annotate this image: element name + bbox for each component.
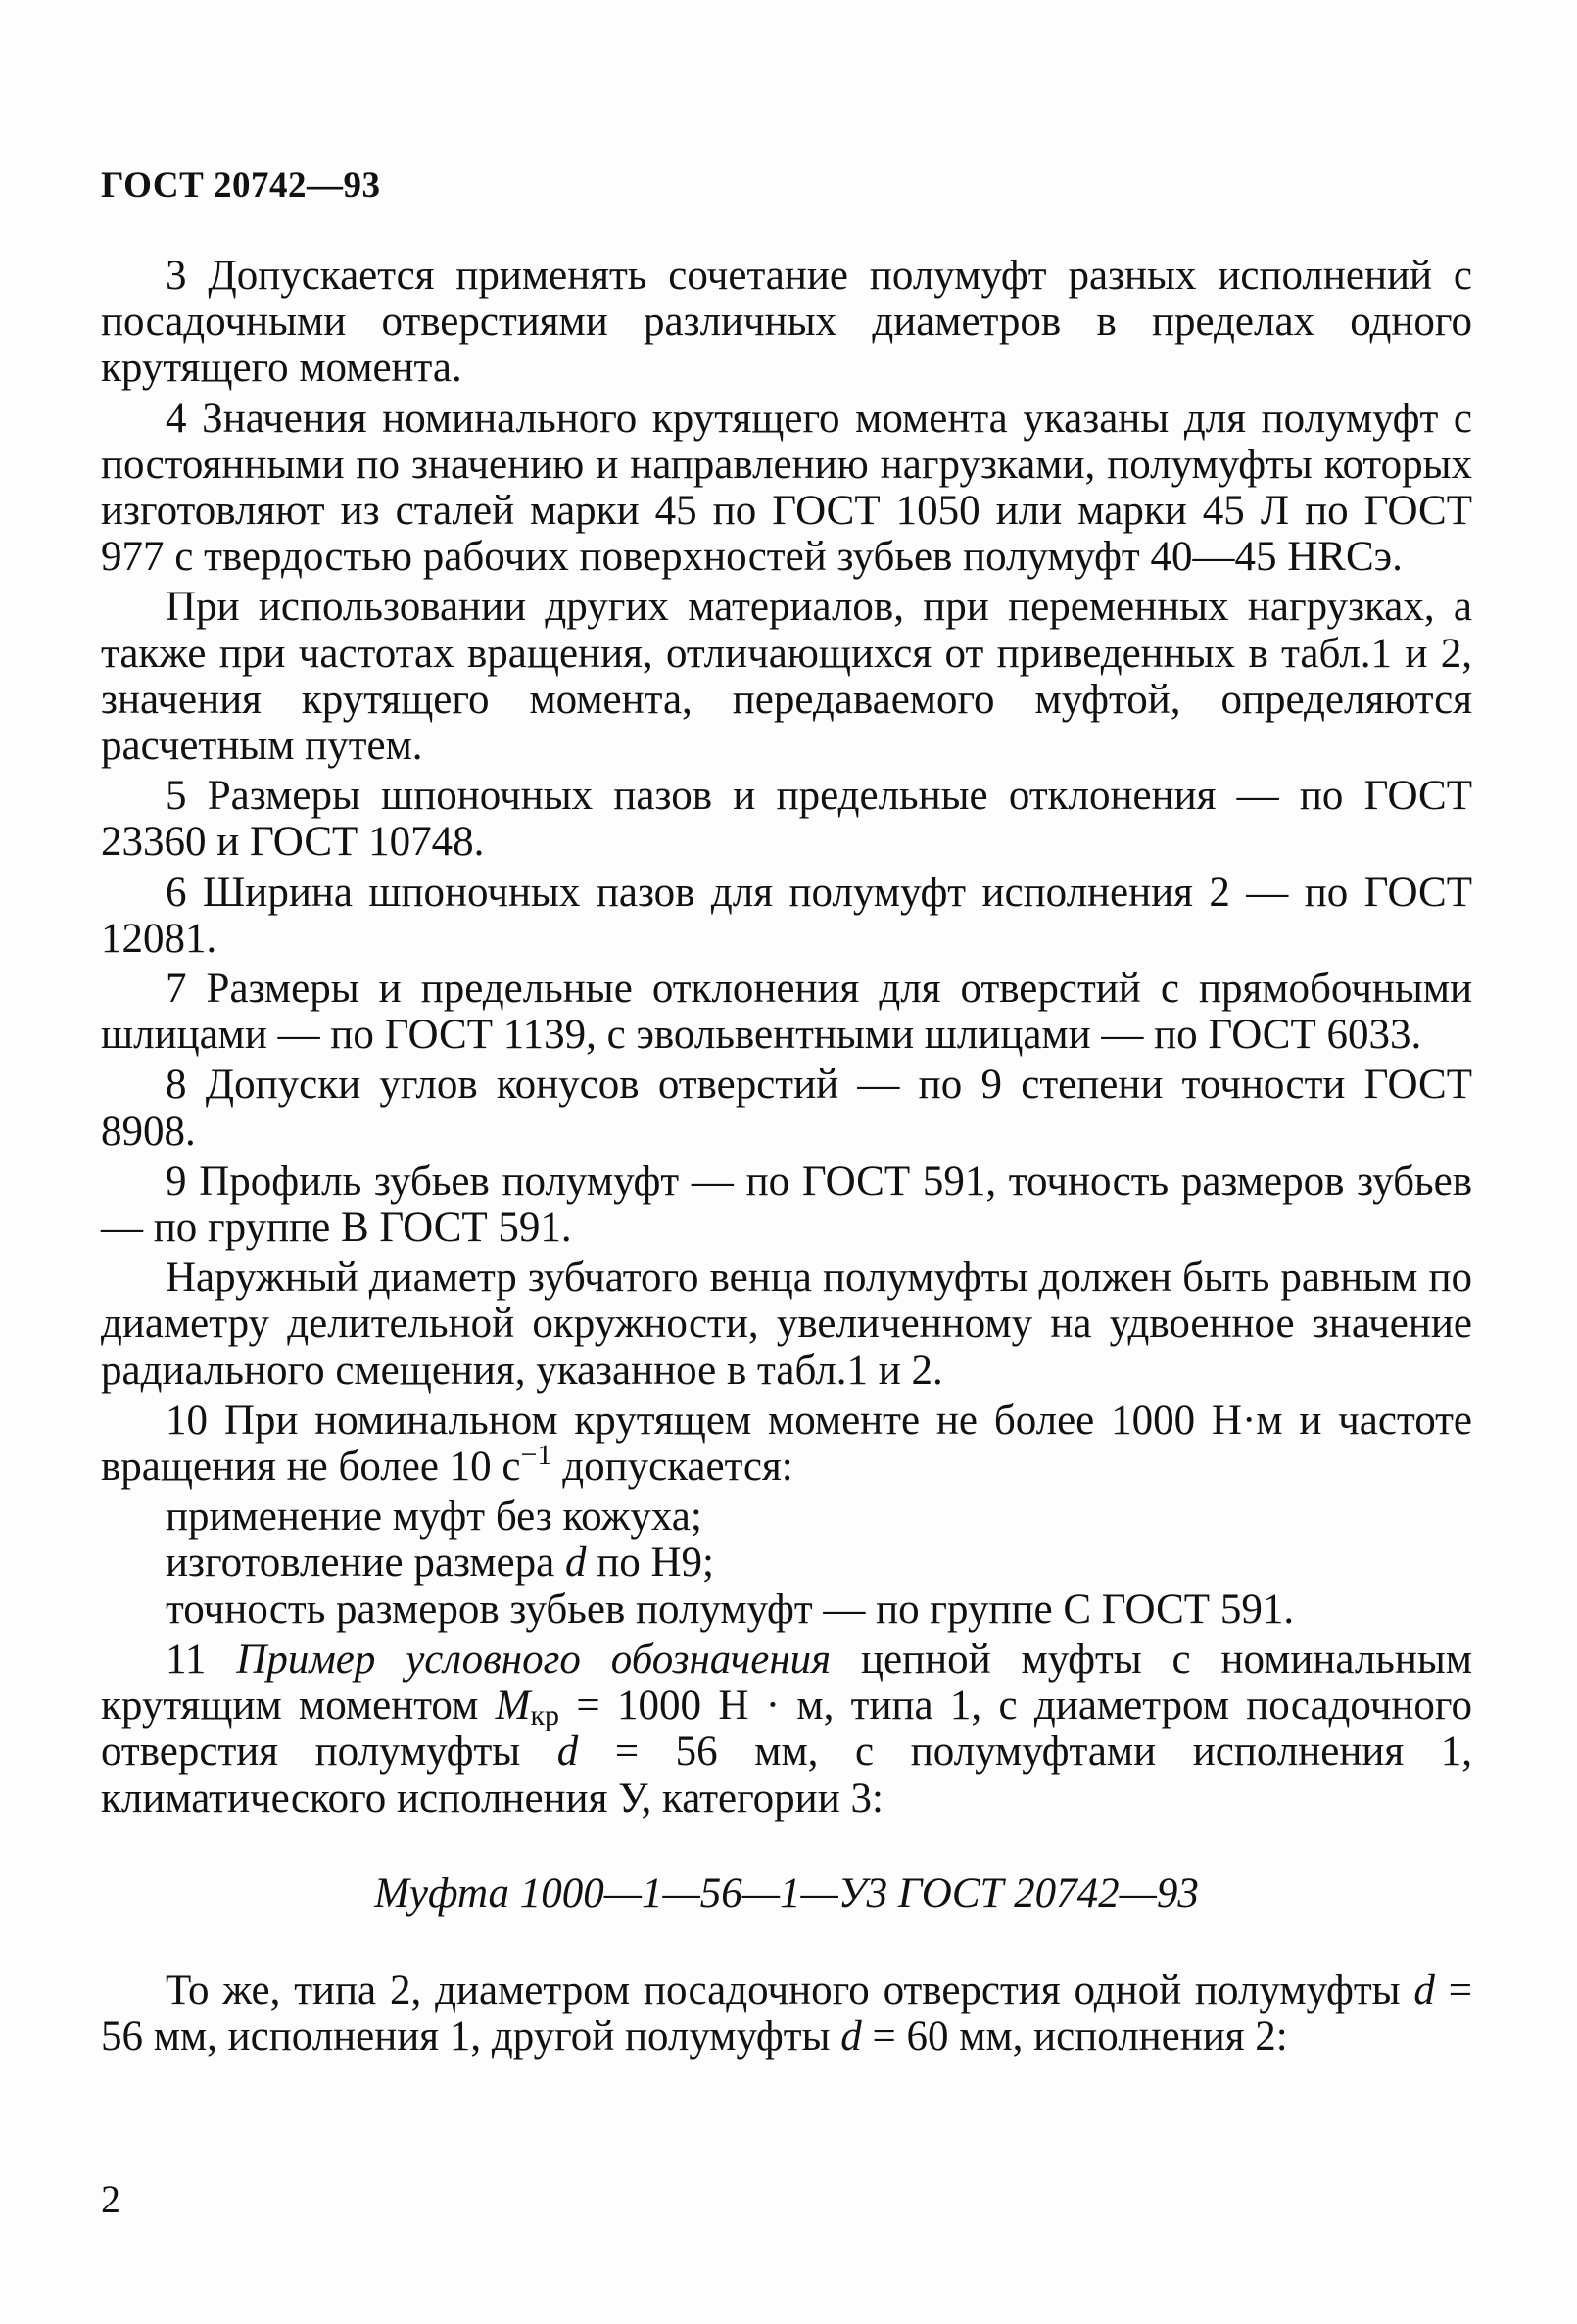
clause-11-second-example: То же, типа 2, диаметром посадочного отверстия одной полумуфты d = 56 мм, исполнения 1, другой полумуфты d = 60 мм, исполнения 2: [101, 1967, 1472, 2061]
standard-code-header: ГОСТ 20742—93 [101, 166, 381, 206]
document-body [101, 253, 1472, 2060]
page-number: 2 [101, 2177, 120, 2221]
clause-10: 10 При номинальном крутящем моменте не более 1000 Н·м и частоте вращения не более 10 $с^{-1}$ допускается: [101, 1397, 1472, 1491]
clause-10-item-3: точность размеров зубьев полумуфт — по группе С ГОСТ 591. [166, 1586, 1295, 1633]
clause-8: 8 Допуски углов конусов отверстий — по 9 степени точности ГОСТ 8908. [101, 1062, 1472, 1155]
clause-11: 11 Пример условного обозначения цепной муфты с номинальным крутящим моментом $M_{кр} = 1000$ Н · м, типа 1, с диаметром посадочного отверстия полумуфты d = 56 мм, с полумуфтами исполнения 1, климатического исполнения У, категории 3: [101, 1636, 1473, 1822]
clause-3: 3 Допускается применять сочетание полумуфт разных исполнений с посадочными отверстиями различных диаметров в пределах одного крутящего момента. [101, 253, 1472, 392]
example-title: Пример условного обозначения [236, 1636, 832, 1683]
designation-example: Муфта 1000—1—56—1—У3 ГОСТ 20742—93 [374, 1870, 1199, 1917]
clause-4-note: При использовании других материалов, при переменных нагрузках, а также при частотах вращения, отличающихся от приведенных в табл.1 и 2, значения крутящего момента, передаваемого муфтой, определяются расчетным путем. [101, 584, 1472, 770]
clause-9-note: Наружный диаметр зубчатого венца полумуфты должен быть равным по диаметру делительной окружности, увеличенному на удвоенное значение радиального смещения, указанное в табл.1 и 2. [101, 1255, 1472, 1394]
clause-9: 9 Профиль зубьев полумуфт — по ГОСТ 591, точность размеров зубьев — по группе В ГОСТ 591. [101, 1158, 1472, 1252]
clause-5: 5 Размеры шпоночных пазов и предельные отклонения — по ГОСТ 23360 и ГОСТ 10748. [101, 773, 1472, 866]
clause-4: 4 Значения номинального крутящего момента указаны для полумуфт с постоянными по значению и направлению нагрузками, полумуфты которых изготовляют из сталей марки 45 по ГОСТ 1050 или марки 45 Л по ГОСТ 977 с твердостью рабочих поверхностей зубьев полумуфт 40—45 HRCэ. [101, 395, 1472, 581]
clause-7: 7 Размеры и предельные отклонения для отверстий с прямобочными шлицами — по ГОСТ 1139, с эвольвентными шлицами — по ГОСТ 6033. [101, 966, 1472, 1059]
clause-10-item-2: изготовление размера d по H9; [166, 1540, 714, 1587]
exponent: −1 [520, 1439, 552, 1472]
clause-10-item-1: применение муфт без кожуха; [166, 1494, 702, 1541]
clause-6: 6 Ширина шпоночных пазов для полумуфт исполнения 2 — по ГОСТ 12081. [101, 869, 1472, 962]
